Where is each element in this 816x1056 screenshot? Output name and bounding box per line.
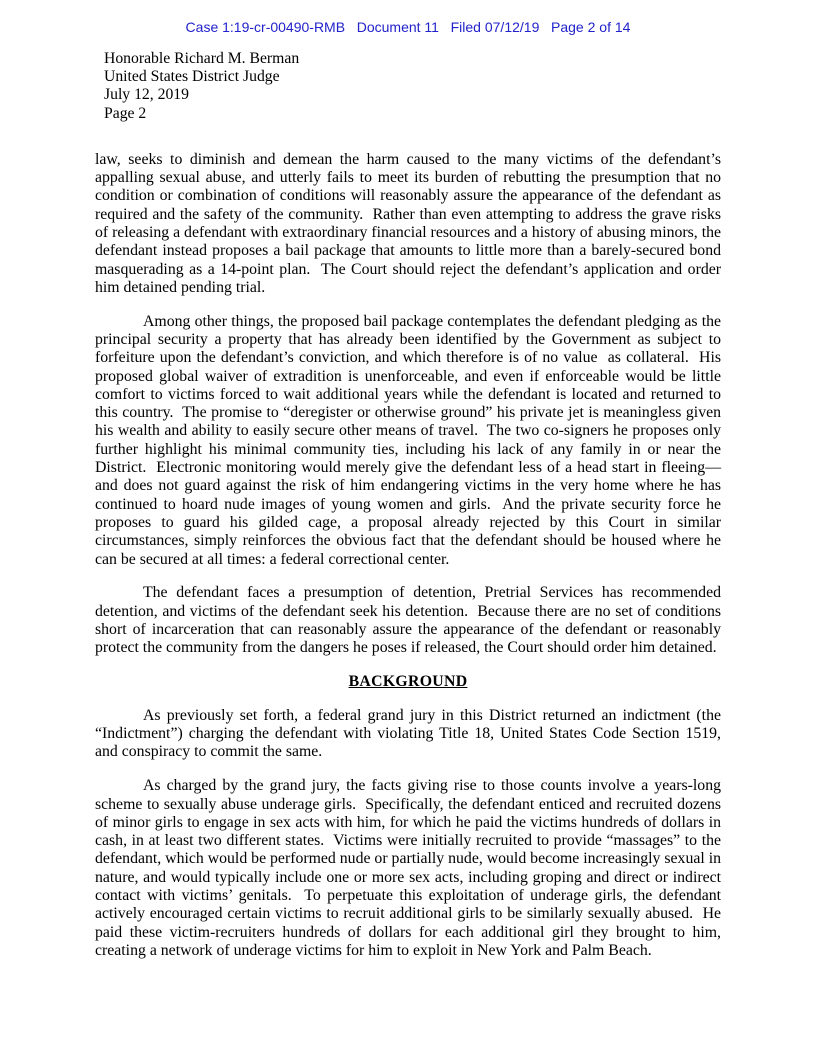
body-paragraph: law, seeks to diminish and demean the harm caused to the many victims of the defendant’s appalling sexual abuse, and utterly fails to meet its burden of rebutting the presumption that no condition or combination of conditions will reasonably assure the appearance of the defendant as required and the safety of the community. Rather than even attempting to address the grave risks of releasing a defendant with extraordinary financial resources and a history of abusing minors, the defendant instead proposes a bail package that amounts to little more than a barely-secured bond masquerading as a 14-point plan. The Court should reject the defendant’s application and order him detained pending trial. — [95, 150, 725, 296]
section-heading-background: BACKGROUND — [348, 673, 468, 691]
address-line-title: United States District Judge — [104, 68, 280, 86]
case-stamp: Case 1:19-cr-00490-RMB Document 11 Filed 07/12/19 Page 2 of 14 — [185, 19, 631, 35]
body-paragraph: As previously set forth, a federal grand jury in this District returned an indictment (the “Indictment”) charging the defendant with violating Title 18, United States Code Section 1519, and conspiracy to commit the same. — [95, 706, 725, 761]
body-paragraph: The defendant faces a presumption of detention, Pretrial Services has recommended detention, and victims of the defendant seek his detention. Because there are no set of conditions short of incarceration that can reasonably assure the appearance of the defendant or reasonably protect the community from the dangers he poses if released, the Court should order him detained. — [95, 584, 725, 657]
body-paragraph: Among other things, the proposed bail package contemplates the defendant pledging as the principal security a property that has already been identified by the Government as subject to forfeiture upon the defendant’s conviction, and which therefore is of no value as collateral. His proposed global waiver of extradition is unenforceable, and even if enforceable would be little comfort to victims forced to wait additional years while the defendant is located and returned to this country. The promise to “deregister or otherwise ground” his private jet is meaningless given his wealth and ability to easily secure other means of travel. The two co-signers he proposes only further highlight his minimal community ties, including his lack of any family in or near the District. Electronic monitoring would merely give the defendant less of a head start in fleeing—and does not guard against the risk of him endangering victims in the very home where he has continued to hoard nude images of young women and girls. And the private security force he proposes to guard his gilded cage, a proposal already rejected by this Court in similar circumstances, simply reinforces the obvious fact that the defendant should be housed where he can be secured at all times: a federal correctional center. — [95, 312, 725, 568]
address-line-page-number: Page 2 — [104, 104, 147, 122]
address-line-recipient: Honorable Richard M. Berman — [104, 50, 300, 67]
body-paragraph: As charged by the grand jury, the facts giving rise to those counts involve a years-long scheme to sexually abuse underage girls. Specifically, the defendant enticed and recruited dozens of minor girls to engage in sex acts with him, for which he paid the victims hundreds of dollars in cash, in at least two different states. Victims were initially recruited to provide “massages” to the defendant, which would be performed nude or partially nude, would become increasingly sexual in nature, and would typically include one or more sex acts, including groping and direct or indirect contact with victims’ genitals. To perpetuate this exploitation of underage girls, the defendant actively encouraged certain victims to recruit additional girls to be similarly sexually abused. He paid these victim-recruiters hundreds of dollars for each additional girl they brought to him, creating a network of underage victims for him to exploit in New York and Palm Beach. — [95, 777, 725, 959]
address-line-date: July 12, 2019 — [104, 86, 189, 104]
address-block — [104, 50, 816, 123]
document-body — [95, 150, 725, 960]
